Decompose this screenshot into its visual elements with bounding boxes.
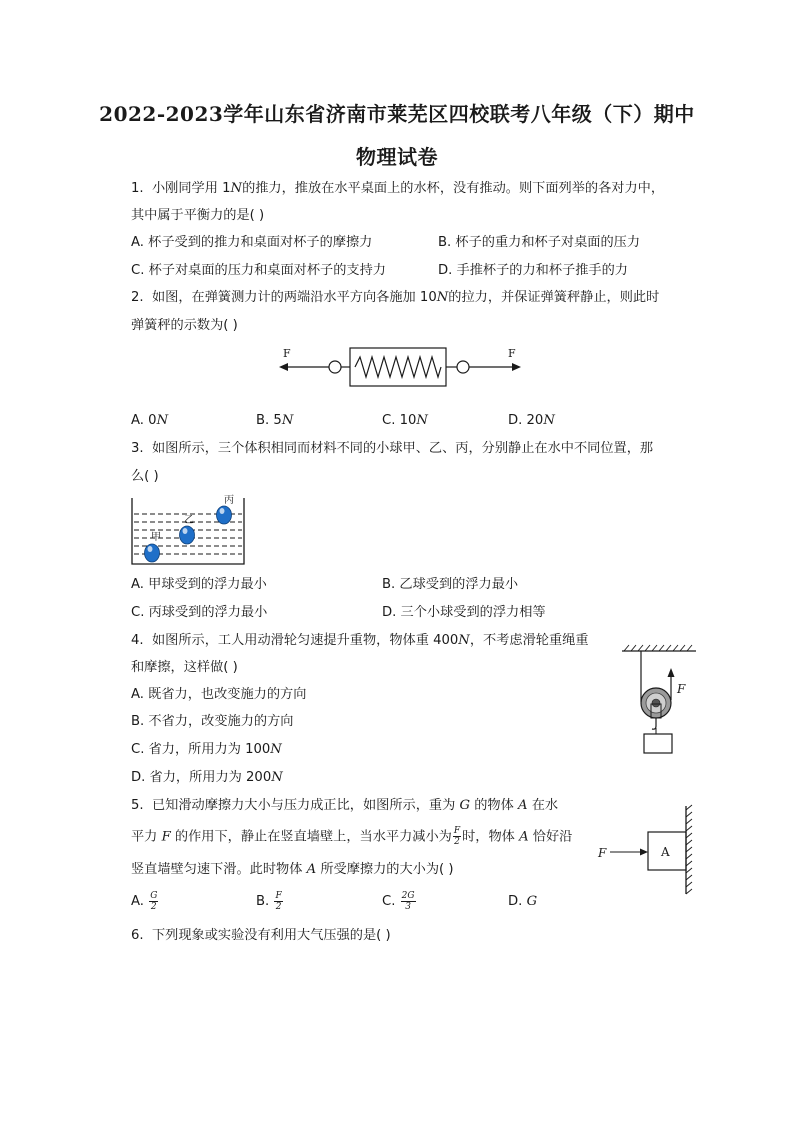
- q2-stem-line1: 2. 如图，在弹簧测力计的两端沿水平方向各施加 10N的拉力，并保证弹簧秤静止，则此时: [131, 290, 660, 305]
- q1-option-a: A. 杯子受到的推力和桌面对杯子的摩擦力: [131, 235, 373, 250]
- q4-option-a: A. 既省力，也改变施力的方向: [131, 687, 307, 702]
- q6-number: 6.: [131, 928, 144, 943]
- q4-option-d: D. 省力，所用力为 200N: [131, 770, 283, 785]
- page-title: 2022-2023学年山东省济南市莱芜区四校联考八年级（下）期中: [99, 102, 695, 126]
- q5-option-c: C. $\frac{2G}{3}$: [382, 890, 415, 912]
- ball-bing: [217, 506, 232, 524]
- q5-stem-line2: 平力 F 的作用下，静止在竖直墙壁上，当水平力减小为 $\frac{F}{2}$ 时，物体 A 恰好沿: [131, 826, 573, 847]
- q1-stem-line1: 1. 小刚同学用 1N的推力，推放在水平桌面上的水杯，没有推动。则下面列举的各对力中，: [131, 181, 665, 196]
- q3-stem-line1: 3. 如图所示，三个体积相同而材料不同的小球甲、乙、丙，分别静止在水中不同位置，那: [131, 441, 654, 456]
- q2-stem-line2: 弹簧秤的示数为( ): [131, 318, 238, 333]
- q1-number: 1.: [131, 181, 144, 196]
- label-jia: 甲: [151, 532, 161, 543]
- wall-block-figure: [596, 804, 698, 896]
- q4-stem-line2: 和摩擦，这样做( ): [131, 660, 238, 675]
- page-subtitle: 物理试卷: [356, 145, 438, 169]
- spring-scale-figure: [275, 340, 525, 390]
- q2-right-force-label: F: [508, 347, 516, 360]
- q5-option-d: D. G: [508, 894, 538, 909]
- q5-stem-line3: 竖直墙壁匀速下滑。此时物体 A 所受摩擦力的大小为( ): [131, 862, 454, 877]
- q2-option-a: A. 0N: [131, 413, 169, 428]
- q4-option-b: B. 不省力，改变施力的方向: [131, 714, 294, 729]
- q5-stem-line1: 5. 已知滑动摩擦力大小与压力成正比，如图所示，重为 G 的物体 A 在水: [131, 798, 559, 813]
- q1-option-b: B. 杯子的重力和杯子对桌面的压力: [438, 235, 641, 250]
- q2-option-c: C. 10N: [382, 413, 428, 428]
- q2-number: 2.: [131, 290, 144, 305]
- q2-left-force-label: F: [283, 347, 291, 360]
- ball-yi: [180, 526, 195, 544]
- q2-option-d: D. 20N: [508, 413, 555, 428]
- label-bing: 丙: [224, 495, 234, 506]
- q3-option-b: B. 乙球受到的浮力最小: [382, 577, 519, 592]
- q5-option-a: A. $\frac{G}{2}$: [131, 890, 158, 912]
- q1-option-c: C. 杯子对桌面的压力和桌面对杯子的支持力: [131, 263, 386, 278]
- q2-option-b: B. 5N: [256, 413, 294, 428]
- q5-option-b: B. $\frac{F}{2}$: [256, 890, 282, 912]
- wall-block-label: A: [661, 845, 670, 859]
- q3-option-d: D. 三个小球受到的浮力相等: [382, 605, 546, 620]
- q6-stem: 6. 下列现象或实验没有利用大气压强的是( ): [131, 928, 391, 943]
- pulley-force-label: F: [677, 682, 686, 696]
- q4-stem-line1: 4. 如图所示，工人用动滑轮匀速提升重物，物体重 400N，不考虑滑轮重绳重: [131, 633, 589, 648]
- q1-option-d: D. 手推杯子的力和杯子推手的力: [438, 263, 628, 278]
- floating-balls-figure: [128, 492, 252, 568]
- ball-jia: [145, 544, 160, 562]
- q4-number: 4.: [131, 633, 144, 648]
- q3-option-c: C. 丙球受到的浮力最小: [131, 605, 268, 620]
- q5-fraction-f-over-2: $\frac{F}{2}$: [453, 826, 461, 847]
- label-yi: 乙: [184, 515, 194, 526]
- q1-stem-line2: 其中属于平衡力的是( ): [131, 208, 265, 223]
- pulley-figure: [618, 642, 700, 758]
- q3-option-a: A. 甲球受到的浮力最小: [131, 577, 267, 592]
- wall-force-label: F: [598, 846, 607, 860]
- q4-option-c: C. 省力，所用力为 100N: [131, 742, 282, 757]
- q3-stem-line2: 么( ): [131, 469, 159, 484]
- q5-number: 5.: [131, 798, 144, 813]
- q3-number: 3.: [131, 441, 144, 456]
